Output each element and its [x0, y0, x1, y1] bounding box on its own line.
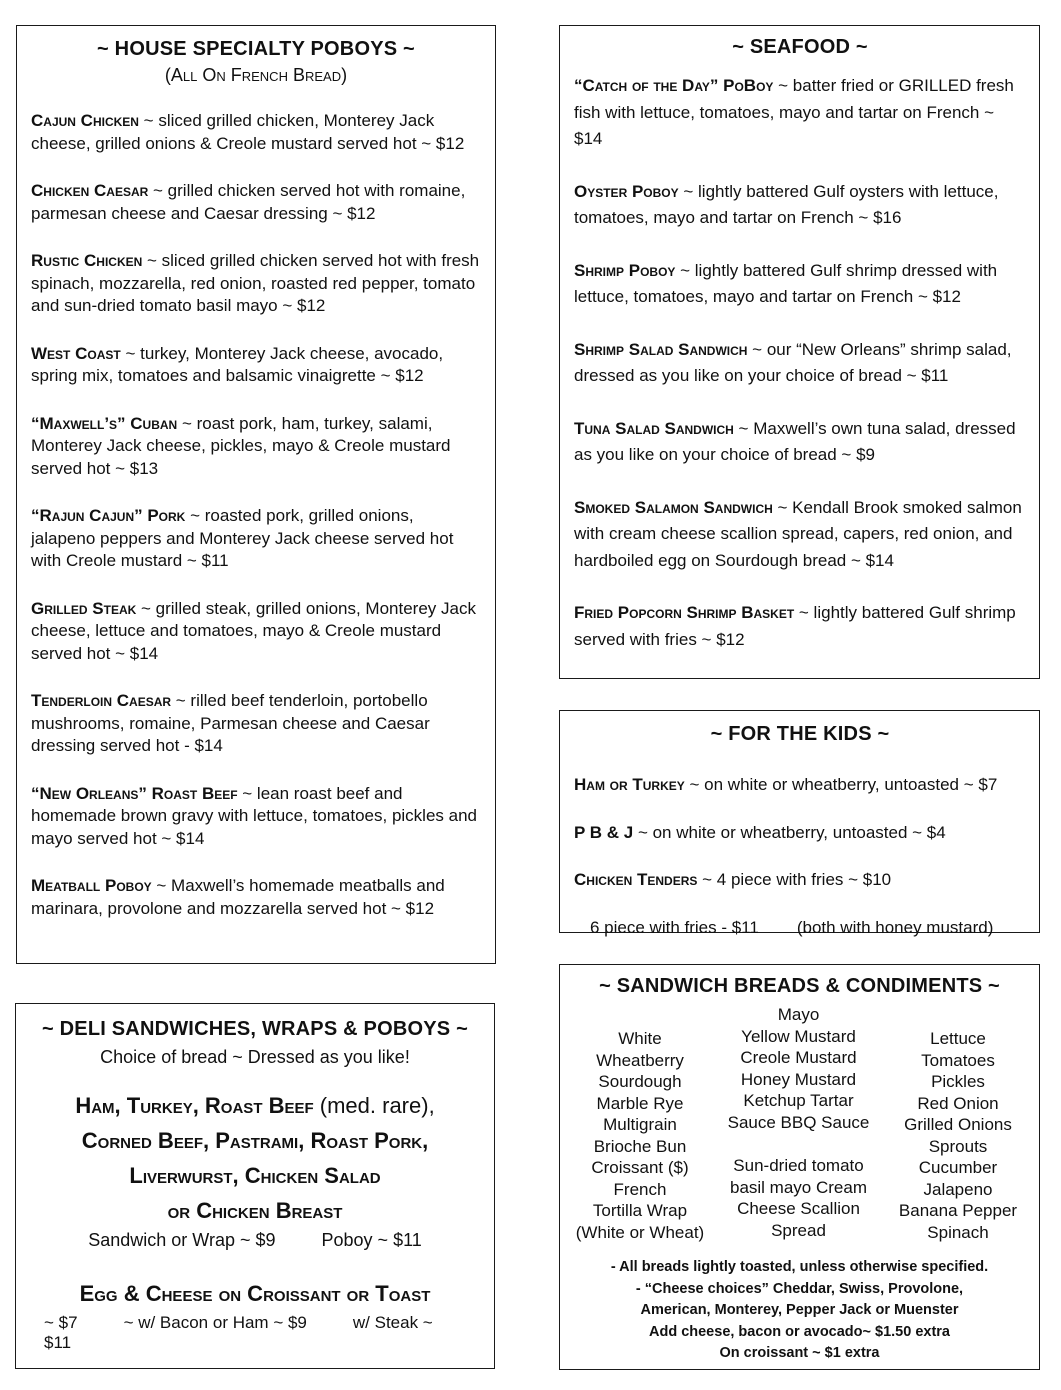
- item-name: “New Orleans” Roast Beef: [31, 783, 238, 803]
- list-item: Spread: [771, 1220, 826, 1240]
- list-item: basil mayo Cream: [730, 1177, 867, 1197]
- menu-item: [31, 598, 481, 666]
- menu-item: [574, 600, 1026, 653]
- list-item: Sauce BBQ Sauce: [727, 1112, 870, 1132]
- egg-price-steak: w/ Steak ~ $11: [44, 1313, 433, 1352]
- item-desc: ~ lean roast beef and homemade brown gravy with lettuce, tomatoes, pickles and mayo served hot ~ $14: [31, 783, 478, 848]
- tenders-six-piece: 6 piece with fries - $11: [590, 917, 759, 937]
- item-name: “Maxwell’s” Cuban: [31, 413, 178, 433]
- item-name: Grilled Steak: [31, 598, 137, 618]
- menu-item: [574, 822, 1026, 845]
- toppings-list: [883, 1004, 1033, 1243]
- menu-item: [31, 180, 481, 225]
- item-name: Cajun Chicken: [31, 111, 139, 130]
- note-line: On croissant ~ $1 extra: [719, 1345, 880, 1361]
- menu-item: [574, 179, 1026, 232]
- item-desc: ~ 4 piece with fries ~ $10: [697, 870, 892, 889]
- house-specialty-subtitle: (All On French Bread): [164, 65, 348, 85]
- item-desc: ~ grilled chicken served hot with romaine, parmesan cheese and Caesar dressing ~ $12: [31, 181, 466, 223]
- tenders-extra-line: [574, 917, 1026, 940]
- egg-price-bacon: ~ w/ Bacon or Ham ~ $9: [123, 1313, 307, 1332]
- list-item: Croissant ($): [591, 1158, 689, 1177]
- condiment-columns: [566, 1004, 1033, 1243]
- item-desc: ~ sliced grilled chicken, Monterey Jack cheese, grilled onions & Creole mustard served hot ~ $12: [31, 111, 465, 153]
- note-line: American, Monterey, Pepper Jack or Muenster: [640, 1302, 959, 1318]
- kids-section: [559, 710, 1040, 937]
- list-item: Jalapeno: [923, 1179, 993, 1199]
- list-item: Brioche Bun: [593, 1136, 687, 1156]
- menu-item: [31, 250, 481, 318]
- list-item: Red Onion: [917, 1093, 999, 1113]
- menu-item: [31, 783, 481, 851]
- list-item: Lettuce: [930, 1029, 986, 1048]
- deli-meats: [26, 1088, 484, 1228]
- bread-notes: [566, 1257, 1033, 1365]
- deli-subtitle: Choice of bread ~ Dressed as you like!: [100, 1047, 410, 1067]
- item-desc: ~ Maxwell’s homemade meatballs and marinara, provolone and mozzarella served hot ~ $12: [31, 876, 445, 918]
- list-item: Pickles: [931, 1072, 985, 1091]
- breads-condiments-section: [559, 964, 1040, 1370]
- item-desc: ~ roasted pork, grilled onions, jalapeno peppers and Monterey Jack cheese served hot with Creole mustard ~ $11: [31, 506, 454, 570]
- bread-list: [566, 1004, 714, 1243]
- note-line: - “Cheese choices” Cheddar, Swiss, Provolone,: [635, 1280, 964, 1297]
- item-name: “Catch of the Day” PoBoy: [574, 76, 774, 95]
- item-name: Shrimp Salad Sandwich: [574, 339, 748, 359]
- item-desc: ~ on white or wheatberry, untoasted ~ $7: [684, 775, 998, 794]
- item-name: Chicken Caesar: [31, 181, 149, 200]
- item-name: Fried Popcorn Shrimp Basket: [574, 603, 795, 622]
- menu-item: [574, 416, 1026, 469]
- item-name: Smoked Salamon Sandwich: [574, 497, 773, 517]
- item-name: Tenderloin Caesar: [31, 691, 172, 710]
- egg-prices: [26, 1313, 484, 1353]
- item-name: P B & J: [574, 822, 634, 842]
- kids-title: ~ FOR THE KIDS ~: [710, 723, 890, 745]
- list-item: Sprouts: [928, 1136, 988, 1156]
- item-desc: ~ roast pork, ham, turkey, salami, Monterey Jack cheese, pickles, mayo & Creole mustard served hot ~ $13: [31, 413, 451, 478]
- meats-line-1: Ham, Turkey, Roast Beef: [75, 1093, 314, 1118]
- list-item: Ketchup Tartar: [743, 1091, 854, 1110]
- item-desc: ~ our “New Orleans” shrimp salad, dressed as you like on your choice of bread ~ $11: [574, 339, 1012, 385]
- menu-item: [574, 337, 1026, 390]
- item-desc: ~ Maxwell’s own tuna salad, dressed as you like on your choice of bread ~ $9: [574, 418, 1016, 464]
- seafood-section: [559, 25, 1040, 679]
- item-name: Rustic Chicken: [31, 251, 143, 270]
- list-item: (White or Wheat): [575, 1222, 705, 1242]
- list-item: Tomatoes: [921, 1050, 995, 1070]
- list-item: Wheatberry: [596, 1050, 684, 1070]
- item-desc: ~ lightly battered Gulf oysters with lettuce, tomatoes, mayo and tartar on French ~ $16: [574, 181, 999, 227]
- menu-item: [31, 875, 481, 920]
- menu-item: [574, 774, 1026, 797]
- list-item: Tortilla Wrap: [592, 1201, 688, 1220]
- list-item: Sourdough: [598, 1072, 682, 1091]
- tenders-note: (both with honey mustard): [796, 917, 994, 937]
- menu-item: [574, 495, 1026, 575]
- sauce-list: [720, 1004, 878, 1243]
- item-name: West Coast: [31, 343, 121, 363]
- item-desc: ~ Kendall Brook smoked salmon with cream cheese scallion spread, capers, red onion, and hardboiled egg on Sourdough bread ~ $14: [574, 497, 1022, 570]
- list-item: Sun-dried tomato: [733, 1156, 864, 1175]
- item-name: Shrimp Poboy: [574, 260, 676, 280]
- menu-item: [31, 413, 481, 481]
- list-item: Banana Pepper: [898, 1201, 1018, 1220]
- menu-item: [574, 73, 1026, 153]
- price-poboy: Poboy ~ $11: [321, 1230, 422, 1250]
- note-line: Add cheese, bacon or avocado~ $1.50 extra: [648, 1323, 950, 1340]
- note-line: - All breads lightly toasted, unless otherwise specified.: [610, 1259, 989, 1275]
- item-desc: ~ sliced grilled chicken served hot with fresh spinach, mozzarella, red onion, roasted red pepper, tomato and sun-dried tomato basil mayo ~ $12: [31, 251, 480, 315]
- menu-item: [31, 505, 481, 573]
- item-name: Chicken Tenders: [574, 870, 698, 889]
- item-name: Meatball Poboy: [31, 876, 152, 895]
- menu-item: [31, 110, 481, 155]
- list-item: Honey Mustard: [740, 1069, 857, 1089]
- item-name: Tuna Salad Sandwich: [574, 418, 734, 438]
- item-name: Ham or Turkey: [574, 775, 685, 794]
- house-specialty-section: [16, 25, 496, 964]
- deli-title: ~ DELI SANDWICHES, WRAPS & POBOYS ~: [42, 1018, 468, 1040]
- list-item: White: [618, 1029, 662, 1048]
- list-item: Marble Rye: [596, 1093, 684, 1113]
- list-item: Cucumber: [918, 1158, 998, 1177]
- list-item: Yellow Mustard: [741, 1026, 856, 1046]
- list-item: Grilled Onions: [904, 1115, 1012, 1134]
- list-item: Multigrain: [603, 1115, 677, 1134]
- item-desc: ~ turkey, Monterey Jack cheese, avocado, spring mix, tomatoes and balsamic vinaigrette ~ $12: [31, 343, 444, 385]
- item-desc: ~ rilled beef tenderloin, portobello mushrooms, romaine, Parmesan cheese and Caesar dressing served hot - $14: [31, 691, 430, 755]
- item-desc: ~ batter fried or GRILLED fresh fish with lettuce, tomatoes, mayo and tartar on French ~ $14: [574, 76, 1014, 148]
- house-specialty-title: ~ HOUSE SPECIALTY POBOYS ~: [97, 38, 415, 60]
- price-sandwich: Sandwich or Wrap ~ $9: [88, 1230, 276, 1250]
- seafood-title: ~ SEAFOOD ~: [732, 36, 868, 58]
- item-name: Oyster Poboy: [574, 181, 679, 201]
- list-item: Creole Mustard: [740, 1048, 857, 1067]
- menu-item: [31, 690, 481, 758]
- menu-item: [574, 869, 1026, 892]
- list-item: French: [613, 1179, 667, 1199]
- menu-item: [31, 343, 481, 388]
- breads-title: ~ SANDWICH BREADS & CONDIMENTS ~: [599, 975, 1000, 997]
- list-item: Cheese Scallion: [737, 1199, 860, 1218]
- meats-line-4: or Chicken Breast: [167, 1198, 343, 1223]
- deli-prices: [26, 1230, 484, 1251]
- item-name: “Rajun Cajun” Pork: [31, 506, 186, 525]
- egg-cheese-title: Egg & Cheese on Croissant or Toast: [79, 1281, 431, 1306]
- meats-line-3: Liverwurst, Chicken Salad: [129, 1163, 381, 1188]
- menu-item: [574, 258, 1026, 311]
- list-item: Spinach: [927, 1222, 989, 1242]
- meats-line-1-note: (med. rare),: [313, 1093, 435, 1118]
- item-desc: ~ grilled steak, grilled onions, Monterey Jack cheese, lettuce and tomatoes, mayo & Creole mustard served hot ~ $14: [31, 598, 476, 663]
- deli-section: [15, 1003, 495, 1369]
- item-desc: ~ lightly battered Gulf shrimp dressed with lettuce, tomatoes, mayo and tartar on French ~ $12: [574, 260, 998, 306]
- item-desc: ~ lightly battered Gulf shrimp served with fries ~ $12: [574, 603, 1016, 649]
- meats-line-2: Corned Beef, Pastrami, Roast Pork,: [81, 1128, 429, 1153]
- list-item: Mayo: [777, 1005, 820, 1024]
- egg-price-plain: ~ $7: [44, 1313, 78, 1332]
- item-desc: ~ on white or wheatberry, untoasted ~ $4: [633, 822, 946, 842]
